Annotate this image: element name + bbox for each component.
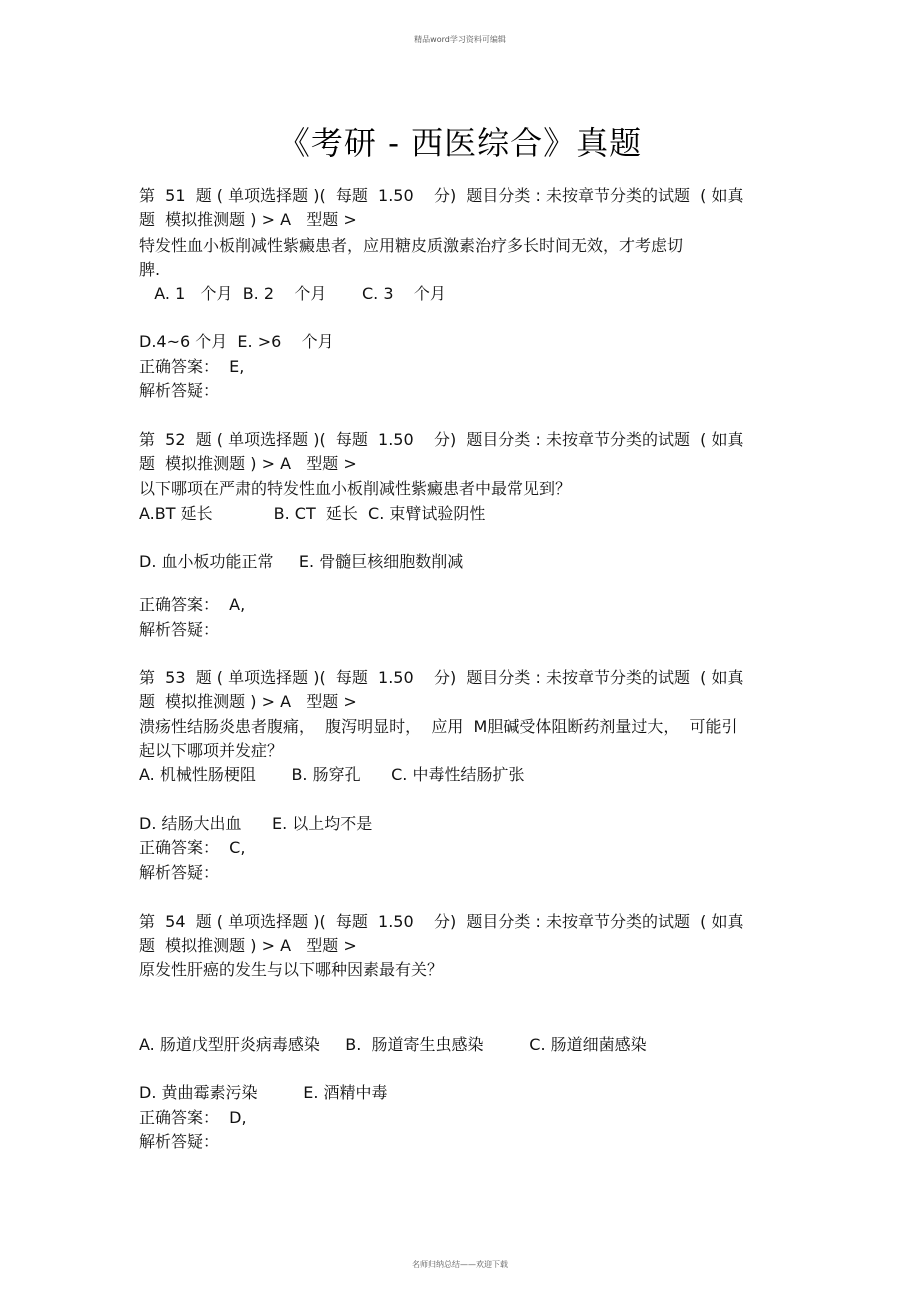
question-54-analysis: 解析答疑： <box>139 1132 220 1151</box>
question-51-answer: 正确答案： E, <box>139 357 245 376</box>
question-52-answer: 正确答案： A, <box>139 595 246 614</box>
question-53-text-line1: 溃疡性结肠炎患者腹痛， 腹泻明显时， 应用 M胆碱受体阻断药剂量过大， 可能引 <box>139 717 738 736</box>
question-51-analysis: 解析答疑： <box>139 381 220 400</box>
question-54-meta-line2: 题 模拟推测题 ) > A 型题 > <box>139 936 357 955</box>
question-51-meta-line1: 第 51 题 ( 单项选择题 )( 每题 1.50 分) 题目分类 : 未按章节分类的试题 ( 如真 <box>139 186 744 205</box>
question-52-meta-line1: 第 52 题 ( 单项选择题 )( 每题 1.50 分) 题目分类 : 未按章节分类的试题 ( 如真 <box>139 430 744 449</box>
question-54-answer: 正确答案： D, <box>139 1108 247 1127</box>
question-53-meta-line2: 题 模拟推测题 ) > A 型题 > <box>139 692 357 711</box>
question-52-options-line2: D. 血小板功能正常 E. 骨髓巨核细胞数削减 <box>139 552 464 571</box>
question-52-meta-line2: 题 模拟推测题 ) > A 型题 > <box>139 454 357 473</box>
question-53-options-line2: D. 结肠大出血 E. 以上均不是 <box>139 814 373 833</box>
footer-note: 名师归纳总结——欢迎下载 <box>412 1260 508 1269</box>
question-51-options-line1: A. 1 个月 B. 2 个月 C. 3 个月 <box>139 284 446 303</box>
question-51-options-line2: D.4~6 个月 E. >6 个月 <box>139 332 334 351</box>
question-54-text-line1: 原发性肝癌的发生与以下哪种因素最有关？ <box>139 960 444 979</box>
question-52-analysis: 解析答疑： <box>139 620 220 639</box>
header-note: 精品word学习资料可编辑 <box>414 35 506 44</box>
document-title: 《考研 - 西医综合》真题 <box>277 124 643 162</box>
question-52-options-line1: A.BT 延长 B. CT 延长 C. 束臂试验阴性 <box>139 504 486 523</box>
question-54-options-line1: A. 肠道戊型肝炎病毒感染 B. 肠道寄生虫感染 C. 肠道细菌感染 <box>139 1035 647 1054</box>
question-52-text-line1: 以下哪项在严肃的特发性血小板削减性紫癜患者中最常见到？ <box>139 479 572 498</box>
question-53-text-line2: 起以下哪项并发症？ <box>139 741 284 760</box>
question-51-meta-line2: 题 模拟推测题 ) > A 型题 > <box>139 210 357 229</box>
question-54-options-line2: D. 黄曲霉素污染 E. 酒精中毒 <box>139 1083 388 1102</box>
question-53-analysis: 解析答疑： <box>139 863 220 882</box>
question-54-meta-line1: 第 54 题 ( 单项选择题 )( 每题 1.50 分) 题目分类 : 未按章节分类的试题 ( 如真 <box>139 912 744 931</box>
question-53-options-line1: A. 机械性肠梗阻 B. 肠穿孔 C. 中毒性结肠扩张 <box>139 765 525 784</box>
question-51-text-line1: 特发性血小板削减性紫癜患者，应用糖皮质激素治疗多长时间无效，才考虑切 <box>139 236 684 255</box>
question-53-answer: 正确答案： C, <box>139 838 246 857</box>
question-51-text-line2: 脾. <box>139 260 161 279</box>
question-53-meta-line1: 第 53 题 ( 单项选择题 )( 每题 1.50 分) 题目分类 : 未按章节分类的试题 ( 如真 <box>139 668 744 687</box>
